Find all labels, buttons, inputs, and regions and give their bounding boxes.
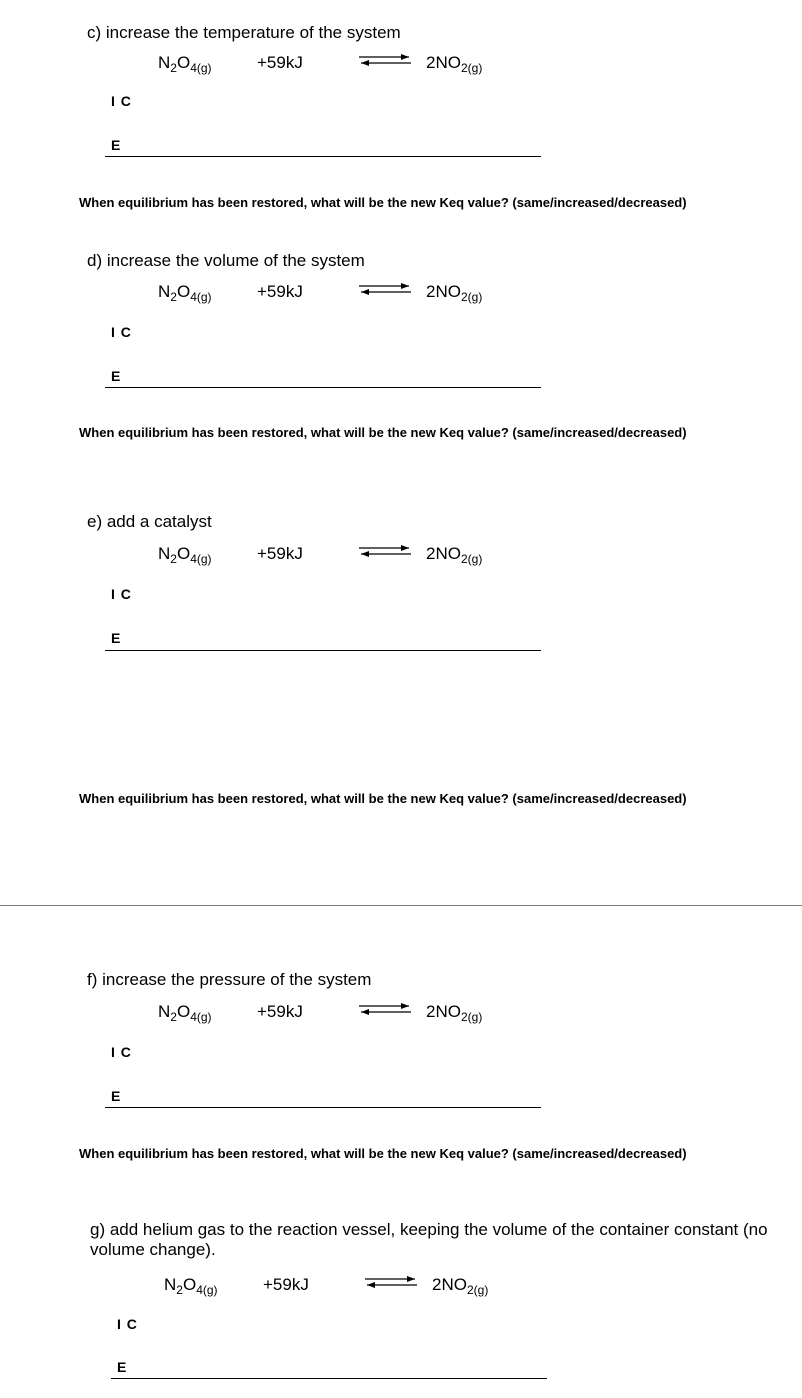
product-formula: $2NO_{2(g)}$ xyxy=(432,1275,489,1297)
reactant-formula: $N_2O_{4(g)}$ xyxy=(158,1002,212,1024)
reactant-formula: $N_2O_{4(g)}$ xyxy=(158,544,212,566)
ice-table-rule xyxy=(105,650,541,651)
ice-table-rule xyxy=(105,387,541,388)
page-divider xyxy=(0,905,802,906)
equilibrium-arrow-icon xyxy=(357,282,413,296)
ice-table-rule xyxy=(105,1107,541,1108)
product-formula: $2NO_{2(g)}$ xyxy=(426,544,483,566)
keq-question: When equilibrium has been restored, what will be the new Keq value? (same/increased/decreased) xyxy=(79,195,687,210)
ic-label: I C xyxy=(111,93,132,109)
energy-term: +59kJ xyxy=(257,544,303,563)
question-g-title: g) add helium gas to the reaction vessel, keeping the volume of the container constant (no volume change). xyxy=(90,1220,768,1259)
keq-question: When equilibrium has been restored, what will be the new Keq value? (same/increased/decreased) xyxy=(79,1146,687,1161)
ice-table-rule xyxy=(111,1378,547,1379)
equilibrium-arrow-icon xyxy=(363,1275,419,1289)
ic-label: I C xyxy=(111,1044,132,1060)
energy-term: +59kJ xyxy=(257,282,303,301)
equilibrium-arrow-icon xyxy=(357,1002,413,1016)
keq-question: When equilibrium has been restored, what will be the new Keq value? (same/increased/decreased) xyxy=(79,425,687,440)
product-formula: $2NO_{2(g)}$ xyxy=(426,1002,483,1024)
ic-label: I C xyxy=(117,1316,138,1332)
equilibrium-arrow-icon xyxy=(357,53,413,67)
question-c-title: c) increase the temperature of the system xyxy=(87,23,401,42)
e-label: E xyxy=(111,1088,122,1104)
e-label: E xyxy=(111,630,122,646)
e-label: E xyxy=(111,368,122,384)
question-d-title: d) increase the volume of the system xyxy=(87,251,365,270)
reactant-formula: $N_2O_{4(g)}$ xyxy=(158,282,212,304)
e-label: E xyxy=(117,1359,128,1375)
equilibrium-arrow-icon xyxy=(357,544,413,558)
e-label: E xyxy=(111,137,122,153)
product-formula: $2NO_{2(g)}$ xyxy=(426,282,483,304)
ice-table-rule xyxy=(105,156,541,157)
product-formula: $2NO_{2(g)}$ xyxy=(426,53,483,75)
ic-label: I C xyxy=(111,324,132,340)
energy-term: +59kJ xyxy=(257,53,303,72)
question-f-title: f) increase the pressure of the system xyxy=(87,970,372,989)
question-e-title: e) add a catalyst xyxy=(87,512,212,531)
energy-term: +59kJ xyxy=(263,1275,309,1294)
ic-label: I C xyxy=(111,586,132,602)
reactant-formula: $N_2O_{4(g)}$ xyxy=(164,1275,218,1297)
energy-term: +59kJ xyxy=(257,1002,303,1021)
reactant-formula: $N_2O_{4(g)}$ xyxy=(158,53,212,75)
keq-question: When equilibrium has been restored, what will be the new Keq value? (same/increased/decreased) xyxy=(79,791,687,806)
